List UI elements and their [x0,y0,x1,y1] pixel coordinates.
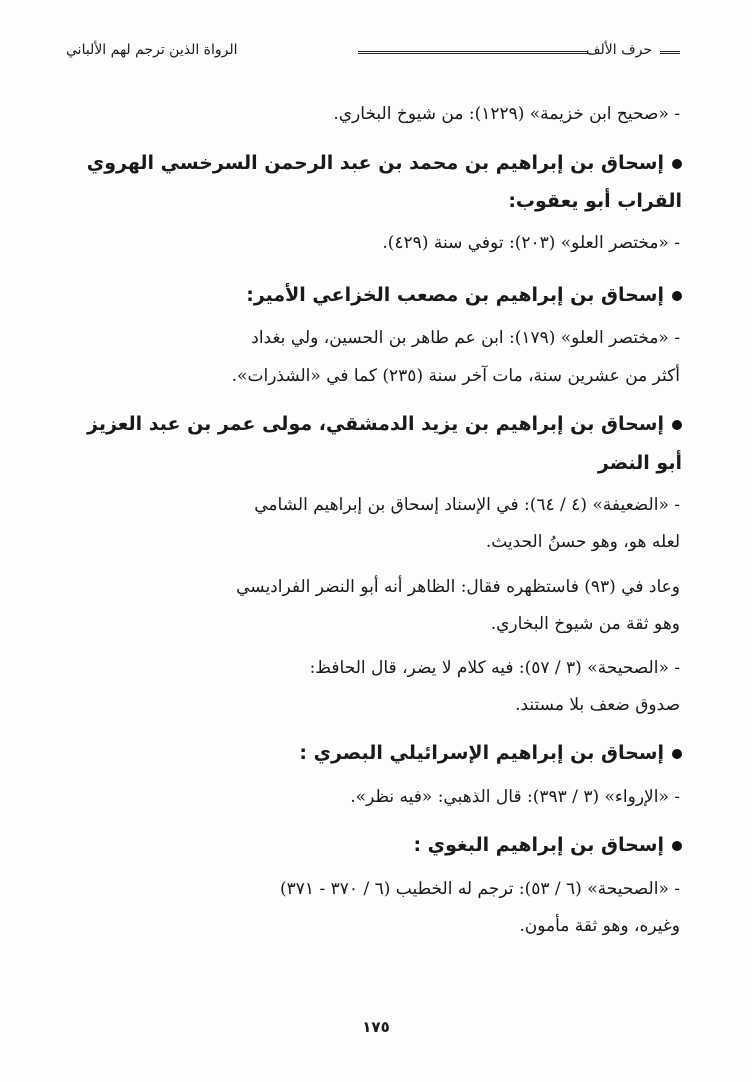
entry-heading-text: إسحاق بن إبراهيم بن مصعب الخزاعي الأمير: [246,284,664,306]
entry-heading [87,413,682,435]
entry-heading-text: إسحاق بن إبراهيم بن محمد بن عبد الرحمن السرخسي الهروي [86,152,664,174]
text-line: لعله هو، وهو حسنُ الحديث. [485,532,680,552]
entry-heading [246,284,682,306]
text-line: - «صحيح ابن خزيمة» (١٢٢٩): من شيوخ البخاري. [333,104,680,124]
entry-heading-text: إسحاق بن إبراهيم البغوي : [413,834,664,856]
entry-heading [299,742,682,764]
text-line: - «مختصر العلو» (١٧٩): ابن عم طاهر بن الحسين، ولي بغداد [251,328,680,348]
entry-heading [87,152,682,174]
header-book-title: الرواة الذين ترجم لهم الألباني [66,42,238,58]
header-chapter-title: حرف الألف [586,42,652,58]
text-line: وهو ثقة من شيوخ البخاري. [490,614,680,634]
text-line: - «الضعيفة» (٤ / ٦٤): في الإسناد إسحاق بن إبراهيم الشامي [254,495,680,515]
entry-heading [413,834,682,856]
text-line: وعاد في (٩٣) فاستظهره فقال: الظاهر أنه أبو النضر الفراديسي [236,577,680,597]
header-rule-right [660,51,680,54]
header-rule-middle [358,51,588,54]
text-line: صدوق ضعف بلا مستند. [515,695,680,715]
bullet-icon [672,291,682,301]
text-line: أكثر من عشرين سنة، مات آخر سنة (٢٣٥) كما في «الشذرات». [231,366,680,386]
text-line: - «الصحيحة» (٣ / ٥٧): فيه كلام لا يضر، قال الحافظ: [309,658,680,678]
page-number: ١٧٥ [362,1018,390,1036]
text-line: - «مختصر العلو» (٢٠٣): توفي سنة (٤٢٩). [382,233,680,253]
bullet-icon [672,420,682,430]
running-header [66,38,680,68]
bullet-icon [672,841,682,851]
text-line: - «الإرواء» (٣ / ٣٩٣): قال الذهبي: «فيه نظر». [350,787,680,807]
entry-heading-cont: أبو النضر [597,452,682,474]
bullet-icon [672,749,682,759]
text-line: - «الصحيحة» (٦ / ٥٣): ترجم له الخطيب (٦ / ٣٧٠ - ٣٧١) [280,879,680,899]
text-line: وغيره، وهو ثقة مأمون. [519,916,680,936]
entry-heading-text: إسحاق بن إبراهيم الإسرائيلي البصري : [299,742,664,764]
entry-heading-text: إسحاق بن إبراهيم بن يزيد الدمشقي، مولى عمر بن عبد العزيز [87,413,664,435]
bullet-icon [672,159,682,169]
entry-heading-cont: القراب أبو يعقوب: [508,190,682,212]
